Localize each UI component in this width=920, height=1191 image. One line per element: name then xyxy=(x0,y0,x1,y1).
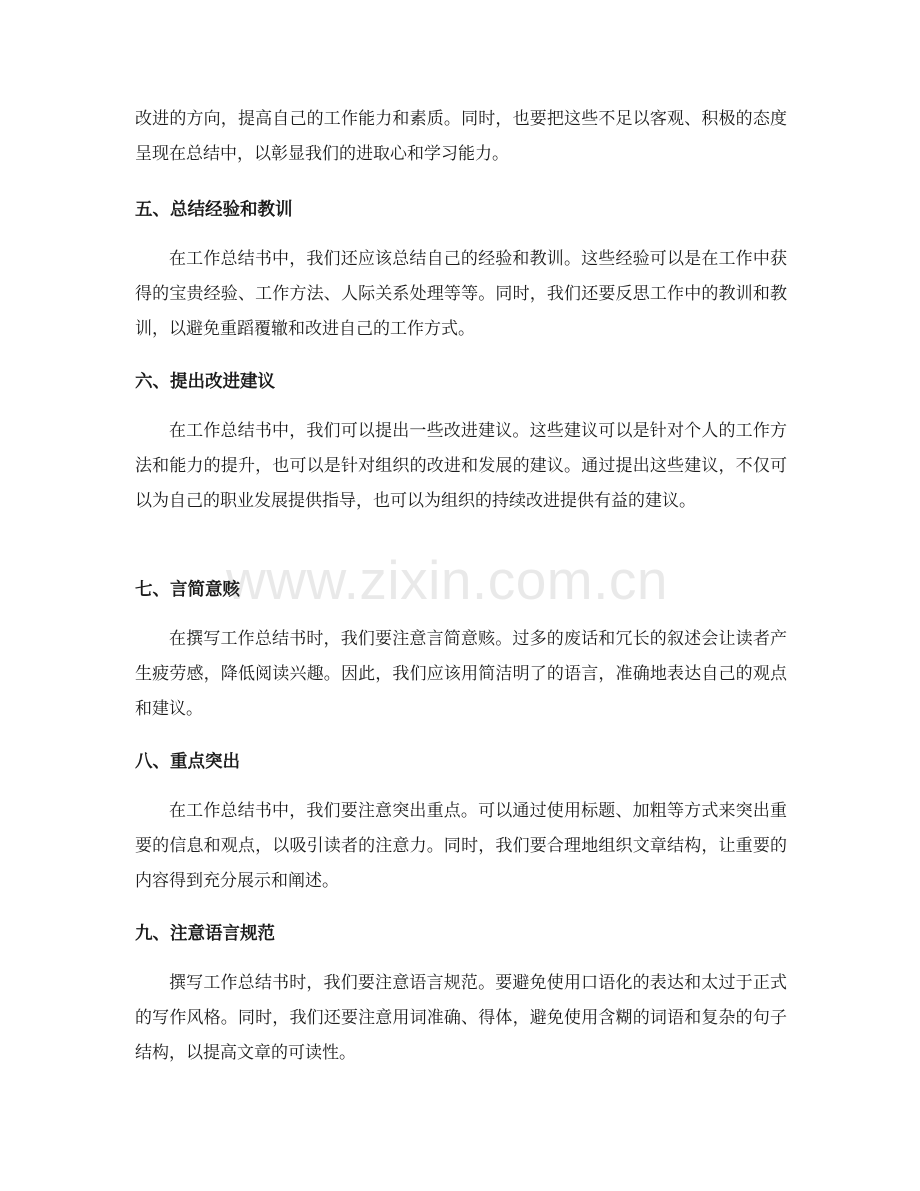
section-body-9: 撰写工作总结书时，我们要注意语言规范。要避免使用口语化的表达和太过于正式的写作风格。同时，我们还要注意用词准确、得体，避免使用含糊的词语和复杂的句子结构，以提高文章的可读性。 xyxy=(135,973,787,1063)
section-body-8: 在工作总结书中，我们要注意突出重点。可以通过使用标题、加粗等方式来突出重要的信息和观点，以吸引读者的注意力。同时，我们要合理地组织文章结构，让重要的内容得到充分展示和阐述。 xyxy=(135,801,787,891)
intro-paragraph: 改进的方向，提高自己的工作能力和素质。同时，也要把这些不足以客观、积极的态度呈现在总结中，以彰显我们的进取心和学习能力。 xyxy=(135,109,787,164)
watermark: www.zixin.com.cn xyxy=(226,549,668,611)
section-heading-6: 六、提出改进建议 xyxy=(135,372,275,392)
section-heading-5: 五、总结经验和教训 xyxy=(135,200,293,220)
section-heading-9: 九、注意语言规范 xyxy=(135,924,275,944)
section-body-5: 在工作总结书中，我们还应该总结自己的经验和教训。这些经验可以是在工作中获得的宝贵经验、工作方法、人际关系处理等等。同时，我们还要反思工作中的教训和教训，以避免重蹈覆辙和改进自己的工作方式。 xyxy=(135,249,787,339)
section-body-6: 在工作总结书中，我们可以提出一些改进建议。这些建议可以是针对个人的工作方法和能力的提升，也可以是针对组织的改进和发展的建议。通过提出这些建议，不仅可以为自己的职业发展提供指导，也可以为组织的持续改进提供有益的建议。 xyxy=(135,421,787,511)
section-body-7: 在撰写工作总结书时，我们要注意言简意赅。过多的废话和冗长的叙述会让读者产生疲劳感，降低阅读兴趣。因此，我们应该用简洁明了的语言，准确地表达自己的观点和建议。 xyxy=(135,629,787,719)
section-heading-7: 七、言简意赅 xyxy=(135,580,240,600)
section-heading-8: 八、重点突出 xyxy=(135,752,240,772)
